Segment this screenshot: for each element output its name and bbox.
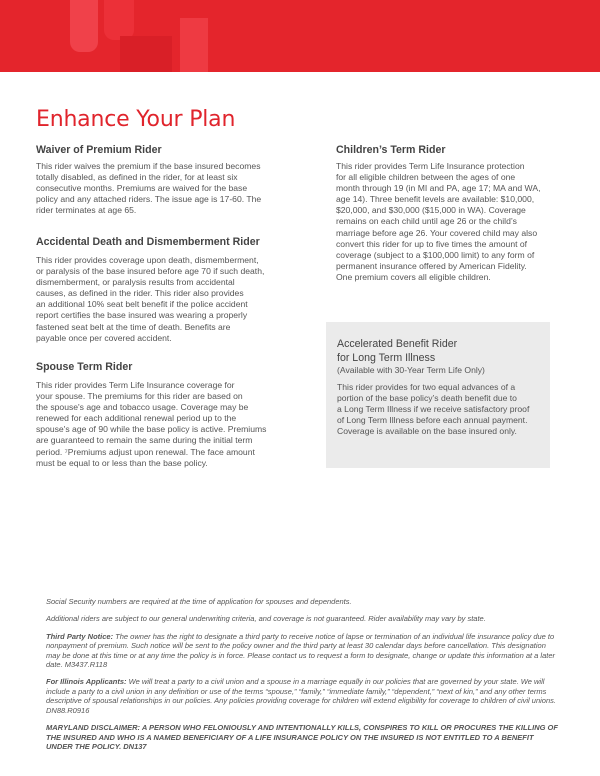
section-body: This rider waives the premium if the base insured becomes totally disabled, as defined in the rider, for at least six consecutive months. Premiums are waived for the base policy and any attached riders. The issue age is 17-60. The rider terminates at age 65. — [36, 161, 262, 216]
section-heading: Accelerated Benefit Rider for Long Term Illness — [337, 338, 458, 364]
illinois-notice: For Illinois Applicants: We will treat a party to a civil union and a spouse in a marriage equally in our policies that are governed by your state. We will include a party to a civil union in any definition or use of the terms “spouse,” “family,” “immediate family,” “dependent,” “next of kin,” and any other terms descriptive of spousal relationships in our policies. Any policies providing coverage for children will extend eligibility for coverage to children of civil unions. DN88.R0916 — [46, 677, 556, 715]
section-heading: Waiver of Premium Rider — [36, 144, 162, 156]
section-body: This rider provides Term Life Insurance protection for all eligible children between the ages of one month through 19 (in MI and PA, age 17; MA and WA, age 14). Three benefit levels are available: $10,000, $20,000, and $30,000 ($15,000 in WA). Coverage remains on each child until age 26 or the child’s marriage before age 26. Your covered child may also convert this rider for up to five times the amount of coverage (subject to a $100,000 limit) to any form of permanent insurance offered by American Fidelity. One premium covers all eligible children. — [336, 161, 541, 282]
accelerated-benefit-box — [326, 322, 550, 468]
section-body: This rider provides Term Life Insurance coverage for your spouse. The premiums for this rider are based on the spouse's age and tobacco usage. Coverage may be renewed for each additional renewal period up to the spouse's age of 90 while the base policy is active. Premiums are guaranteed to remain the same during the initial term period. ⁷Premiums adjust upon renewal. The face amount must be equal to or less than the base policy. — [36, 380, 267, 468]
childrens-term-section — [336, 143, 540, 283]
banner-decoration — [104, 0, 134, 40]
section-body: This rider provides for two equal advances of a portion of the base policy’s death benefit due to a Long Term Illness if we receive satisfactory proof of Long Term Illness before each annual payment. Coverage is available on the base insured only. — [337, 382, 530, 437]
banner-decoration — [180, 18, 208, 72]
third-party-notice: Third Party Notice: The owner has the right to designate a third party to receive notice of lapse or termination of an individual life insurance policy due to nonpayment of premium. Such notice will be sent to the policy owner and the third party at least 30 calendar days before cancellation. This designation may be done at this time or at any time the policy is in force. Please contact us to request a form to designate, change or update this information at a later date. M3437.R118 — [46, 631, 556, 670]
page-title: Enhance Your Plan — [36, 107, 236, 132]
footer-notes — [46, 597, 562, 760]
section-heading: Spouse Term Rider — [36, 361, 133, 373]
waiver-of-premium-section — [36, 143, 261, 216]
accidental-death-section — [36, 235, 264, 344]
maryland-disclaimer: MARYLAND DISCLAIMER: A PERSON WHO FELONIOUSLY AND INTENTIONALLY KILLS, CONSPIRES TO KILL OR PROCURES THE KILLING OF THE INSURED AND WHO IS A NAMED BENEFICIARY OF A LIFE INSURANCE POLICY ON THE INSURED IS NOT ENTITLED TO A BENEFIT UNDER THE POLICY. DN137 — [46, 723, 558, 752]
section-body: This rider provides coverage upon death, dismemberment, or paralysis of the base insured before age 70 if such death, dismemberment, or paralysis results from accidental causes, as defined in the rider. This rider also provides an additional 10% seat belt benefit if the police accident report certifies the base insured was wearing a properly fastened seat belt at the time of death. Benefits are payable once per covered accident. — [36, 255, 265, 343]
banner-decoration — [120, 36, 172, 72]
spouse-term-section — [36, 360, 266, 469]
section-heading: Accidental Death and Dismemberment Rider — [36, 236, 260, 248]
banner-decoration — [70, 0, 98, 52]
section-heading: Children’s Term Rider — [336, 144, 446, 156]
section-subheading: (Available with 30-Year Term Life Only) — [337, 365, 485, 375]
header-banner — [0, 0, 600, 72]
riders-note: Additional riders are subject to our general underwriting criteria, and coverage is not guaranteed. Rider availability may vary by state. — [46, 614, 486, 624]
ssn-note: Social Security numbers are required at the time of application for spouses and dependents. — [46, 597, 352, 606]
